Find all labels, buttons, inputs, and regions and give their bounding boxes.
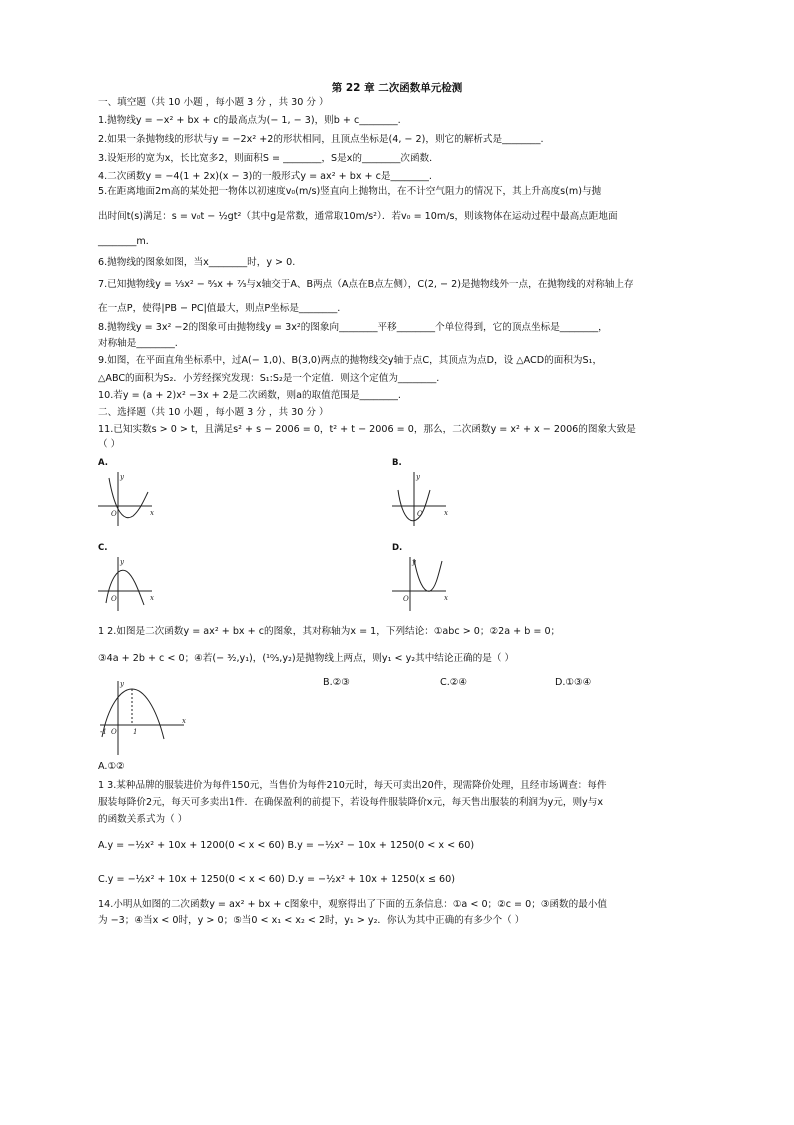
origin-label: O bbox=[417, 510, 423, 518]
x-axis-label: x bbox=[444, 594, 448, 602]
question-5-line-1: 5.在距离地面2m高的某处把一物体以初速度v₀(m/s)竖直向上抛物出，在不计空气阻力的情况下，其上升高度s(m)与抛 bbox=[98, 186, 602, 197]
question-9-line-1: 9.如图，在平面直角坐标系中，过A(− 1,0)、B(3,0)两点的抛物线交y轴于点C，其顶点为点D，设 △ACD的面积为S₁， bbox=[98, 355, 603, 366]
question-8-line-2: 对称轴是________. bbox=[98, 338, 178, 349]
question-12-line-1: 1 2.如图是二次函数y = ax² + bx + c的图象，其对称轴为x = 1，下列结论：①abc > 0；②2a + b = 0； bbox=[98, 626, 561, 637]
y-axis-label: y bbox=[120, 558, 124, 566]
x-axis-label: x bbox=[182, 717, 186, 725]
question-9-line-2: △ABC的面积为S₂．小芳经探究发现：S₁:S₂是一个定值．则这个定值为________. bbox=[98, 373, 440, 384]
q11-option-b-graph bbox=[390, 470, 450, 530]
q11-option-c-graph bbox=[96, 555, 156, 615]
q12-option-c: C.②④ bbox=[440, 677, 467, 688]
question-6: 6.抛物线的图象如图，当x________时，y > 0. bbox=[98, 257, 296, 268]
q11-option-d-label: D. bbox=[392, 543, 403, 553]
q12-parabola-graph bbox=[98, 677, 198, 757]
section-heading-fill-in: 一、填空题（共 10 小题 ，每小题 3 分 ，共 30 分 ） bbox=[98, 97, 329, 108]
y-axis-label: y bbox=[120, 680, 124, 688]
origin-label: O bbox=[111, 728, 117, 736]
q12-option-b: B.②③ bbox=[323, 677, 350, 688]
question-3: 3.设矩形的宽为x，长比宽多2，则面积S = ________，S是x的________次函数． bbox=[98, 153, 439, 164]
origin-label: O bbox=[111, 595, 117, 603]
question-5-line-3: ________m． bbox=[98, 236, 156, 247]
question-11-line-1: 11.已知实数s > 0 > t，且满足s² + s − 2006 = 0，t² + t − 2006 = 0，那么，二次函数y = x² + x − 2006的图象大致是 bbox=[98, 424, 636, 435]
section-heading-multiple-choice: 二、选择题（共 10 小题 ，每小题 3 分 ，共 30 分 ） bbox=[98, 407, 329, 418]
x-axis-label: x bbox=[150, 594, 154, 602]
question-14-line-2: 为 −3；④当x < 0时，y > 0；⑤当0 < x₁ < x₂ < 2时，y₁ > y₂．你认为其中正确的有多少个（ ） bbox=[98, 915, 525, 926]
y-axis-label: y bbox=[416, 473, 420, 481]
q12-option-a: A.①② bbox=[98, 761, 125, 772]
q11-option-d-graph bbox=[390, 555, 450, 615]
q11-option-b-label: B. bbox=[392, 458, 402, 468]
question-13-line-3: 的函数关系式为（ ） bbox=[98, 814, 188, 825]
q11-option-a-label: A. bbox=[98, 458, 108, 468]
question-2: 2.如果一条抛物线的形状与y = −2x² +2的形状相同，且顶点坐标是(4, − 2)，则它的解析式是________. bbox=[98, 134, 544, 145]
question-4: 4.二次函数y = −4(1 + 2x)(x − 3)的一般形式y = ax² + bx + c是________. bbox=[98, 171, 432, 182]
y-axis-label: y bbox=[412, 558, 416, 566]
one-label: 1 bbox=[133, 728, 138, 736]
question-13-options-a-b: A.y = −½x² + 10x + 1200(0 < x < 60) B.y = −½x² − 10x + 1250(0 < x < 60) bbox=[98, 840, 475, 851]
question-13-line-1: 1 3.某种品牌的服装进价为每件150元，当售价为每件210元时，每天可卖出20件，现需降价处理，且经市场调查：每件 bbox=[98, 780, 607, 791]
question-14-line-1: 14.小明从如图的二次函数y = ax² + bx + c图象中，观察得出了下面的五条信息：①a < 0；②c = 0；③函数的最小值 bbox=[98, 899, 608, 910]
question-7-line-2: 在一点P，使得|PB − PC|值最大，则点P坐标是________. bbox=[98, 303, 341, 314]
q12-option-d: D.①③④ bbox=[555, 677, 592, 688]
y-axis-label: y bbox=[120, 473, 124, 481]
q11-option-a-graph bbox=[96, 470, 156, 530]
question-5-line-2: 出时间t(s)满足：s = v₀t − ½gt²（其中g是常数，通常取10m/s²）．若v₀ = 10m/s，则该物体在运动过程中最高点距地面 bbox=[98, 211, 618, 222]
question-11-line-2: （ ） bbox=[98, 439, 121, 450]
question-12-line-2: ③4a + 2b + c < 0；④若(− ³⁄₂,y₁)，(¹⁰⁄₃,y₂)是抛物线上两点，则y₁ < y₂其中结论正确的是（ ） bbox=[98, 653, 515, 664]
question-13-options-c-d: C.y = −½x² + 10x + 1250(0 < x < 60) D.y = −½x² + 10x + 1250(x ≤ 60) bbox=[98, 874, 455, 885]
q11-option-c-label: C. bbox=[98, 543, 108, 553]
origin-label: O bbox=[111, 510, 117, 518]
question-13-line-2: 服装每降价2元，每天可多卖出1件．在确保盈利的前提下，若设每件服装降价x元，每天售出服装的利润为y元，则y与x bbox=[98, 797, 604, 808]
page-title: 第 22 章 二次函数单元检测 bbox=[331, 82, 463, 94]
x-axis-label: x bbox=[444, 509, 448, 517]
question-8-line-1: 8.抛物线y = 3x² −2的图象可由抛物线y = 3x²的图象向________平移________个单位得到，它的顶点坐标是________， bbox=[98, 322, 608, 333]
parabola-curve bbox=[414, 559, 442, 591]
question-1: 1.抛物线y = −x² + bx + c的最高点为(− 1, − 3)，则b + c________. bbox=[98, 115, 401, 126]
question-10: 10.若y = (a + 2)x² −3x + 2是二次函数，则a的取值范围是________. bbox=[98, 390, 401, 401]
minus-one-label: -1 bbox=[100, 728, 107, 736]
origin-label: O bbox=[403, 595, 409, 603]
x-axis-label: x bbox=[150, 509, 154, 517]
question-7-line-1: 7.已知抛物线y = ⅓x² − ⁸⁄₃x + ⁷⁄₃与x轴交于A、B两点（A点在B点左侧），C(2, − 2)是抛物线外一点，在抛物线的对称轴上存 bbox=[98, 279, 634, 290]
